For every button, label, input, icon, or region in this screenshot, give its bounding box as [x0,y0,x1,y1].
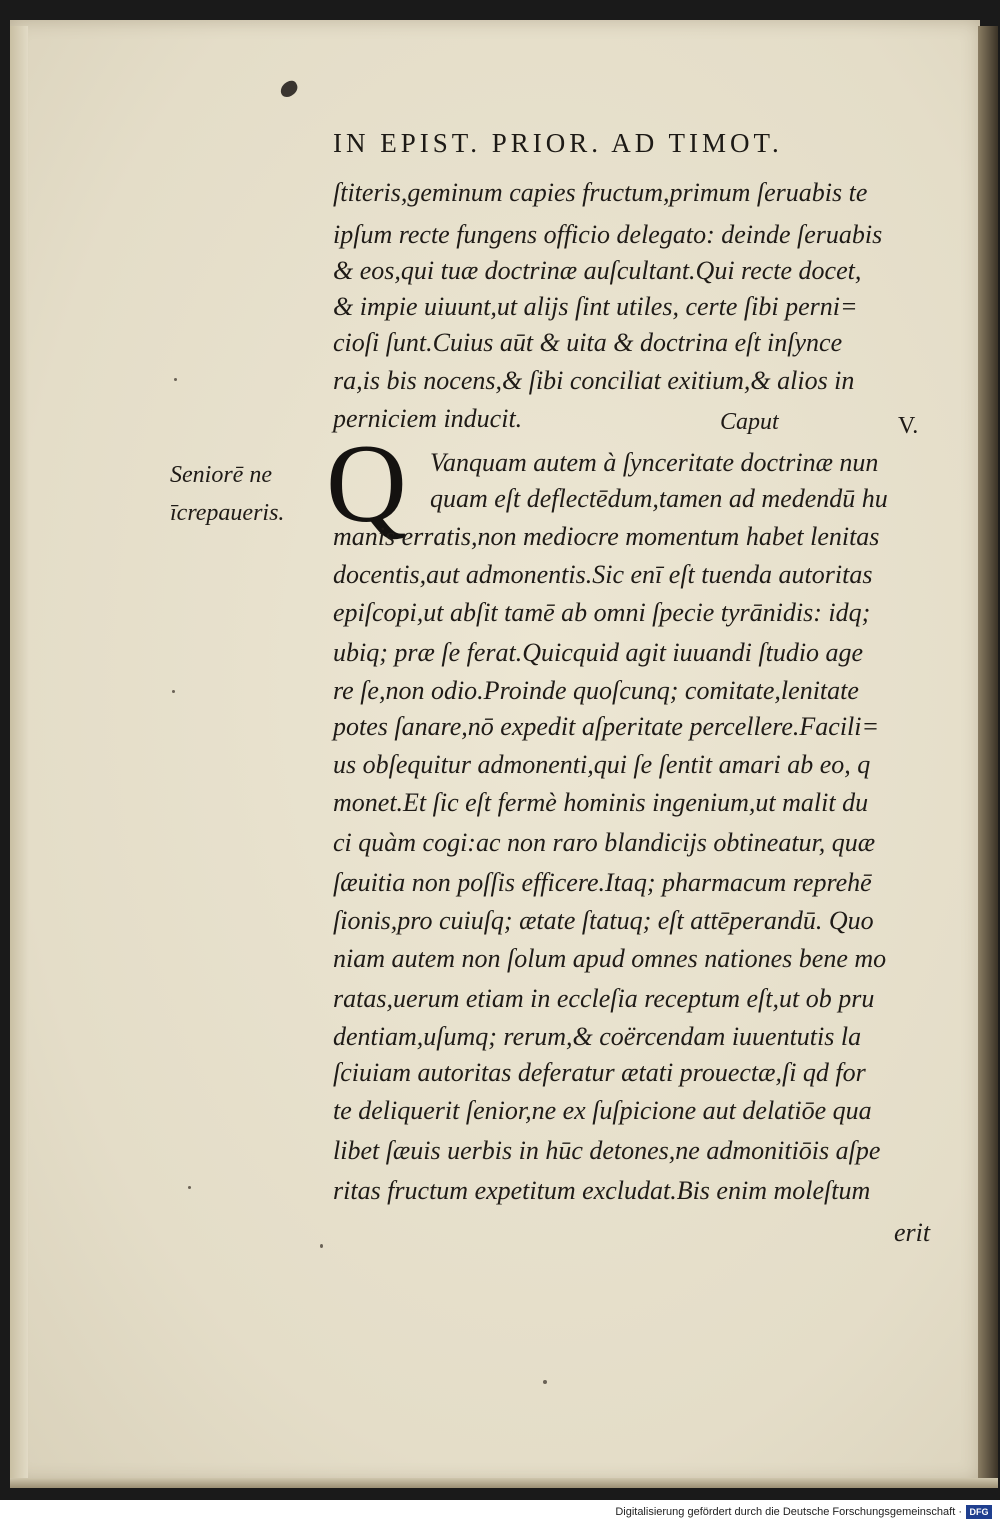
page-bottom-edge [10,1478,998,1488]
page-gutter [10,26,28,1478]
text-line: Vanquam autem à ſynceritate doctrinæ nun [430,448,879,477]
text-line: us obſequitur admonenti,qui ſe ſentit amari ab eo, q [333,750,871,779]
paper-speck [320,1244,323,1248]
paper-speck [188,1186,191,1189]
page-fore-edge [978,26,998,1486]
text-line: ipſum recte fungens officio delegato: deinde ſeruabis [333,220,883,249]
text-line: ſæuitia non poſſis efficere.Itaq; pharmacum reprehē [333,868,872,897]
text-line: ci quàm cogi:ac non raro blandicijs obtineatur, quæ [333,828,876,857]
text-line: ſciuiam autoritas deferatur ætati prouectæ,ſi qd for [333,1058,866,1087]
text-line: epiſcopi,ut abſit tamē ab omni ſpecie tyrānidis: idq; [333,598,871,627]
chapter-number: V. [898,413,919,439]
text-line: quam eſt deflectēdum,tamen ad medendū hu [430,484,888,513]
text-line: ubiq; præ ſe ferat.Quicquid agit iuuandi ſtudio age [333,638,864,667]
footer-credit: Digitalisierung gefördert durch die Deutsche Forschungsgemeinschaft · [615,1506,962,1518]
text-line: perniciem inducit. [333,404,523,433]
paper-speck [172,690,175,693]
text-line: & impie uiuunt,ut alijs ſint utiles, certe ſibi perni= [333,292,858,321]
text-line: potes ſanare,nō expedit aſperitate percellere.Facili= [333,712,880,741]
paper-speck [543,1380,547,1384]
catchword: erit [894,1218,931,1247]
text-line: ſionis,pro cuiuſq; ætate ſtatuq; eſt attēperandū. Quo [333,906,874,935]
text-line: monet.Et ſic eſt fermè hominis ingenium,ut malit du [333,788,869,817]
margin-note: īcrepaueris. [170,500,285,526]
running-head: IN EPIST. PRIOR. AD TIMOT. [333,128,783,158]
text-line: manis erratis,non mediocre momentum habet lenitas [333,522,880,551]
text-line: te deliquerit ſenior,ne ex ſuſpicione aut delatiōe qua [333,1096,872,1125]
text-line: ra,is bis nocens,& ſibi conciliat exitium,& alios in [333,366,855,395]
text-line: ſtiteris,geminum capies fructum,primum ſeruabis te [333,178,868,207]
margin-note: Seniorē ne [170,462,272,488]
chapter-label: Caput [720,409,779,435]
text-line: docentis,aut admonentis.Sic enī eſt tuenda autoritas [333,560,873,589]
text-line: ratas,uerum etiam in eccleſia receptum eſt,ut ob pru [333,984,875,1013]
text-line: libet ſæuis uerbis in hūc detones,ne admonitiōis aſpe [333,1136,881,1165]
text-line: re ſe,non odio.Proinde quoſcunq; comitate,lenitate [333,676,859,705]
text-line: cioſi ſunt.Cuius aūt & uita & doctrina eſt inſynce [333,328,843,357]
text-line: ritas fructum expetitum excludat.Bis enim moleſtum [333,1176,871,1205]
text-line: & eos,qui tuæ doctrinæ auſcultant.Qui recte docet, [333,256,862,285]
text-line: dentiam,uſumq; rerum,& coërcendam iuuentutis la [333,1022,862,1051]
paper-speck [174,378,177,381]
dfg-logo-icon: DFG [966,1505,992,1519]
text-line: niam autem non ſolum apud omnes nationes bene mo [333,944,887,973]
drop-cap-initial: Q [326,422,407,546]
